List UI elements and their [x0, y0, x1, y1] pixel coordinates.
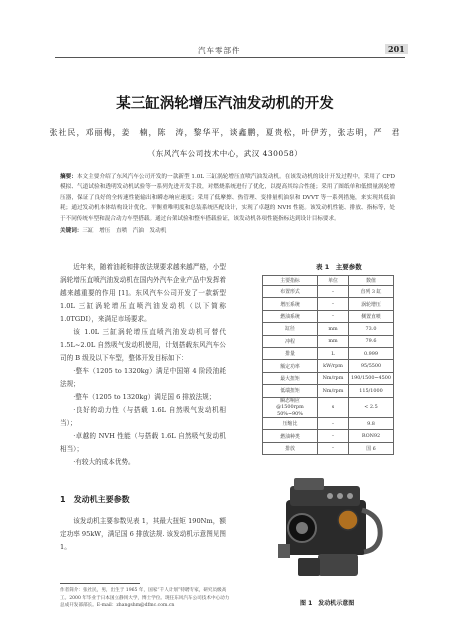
section-heading: 1 发动机主要参数: [60, 495, 130, 504]
table-row: [263, 385, 394, 397]
intro-bullet: ·整车（1205 to 1320kg）满足中国第 4 阶段油耗法规；: [60, 367, 226, 388]
table-cell: –: [318, 286, 349, 298]
table-row: [263, 286, 394, 298]
table-cell: RON92: [349, 430, 394, 442]
table-cell: mm: [318, 323, 349, 335]
table-row: [263, 372, 394, 384]
table-cell: < 2.5: [349, 397, 394, 418]
parameter-table: [262, 275, 394, 455]
table-header-cell: 单位: [318, 276, 349, 286]
table-cell: 73.0: [349, 323, 394, 335]
table-cell: 国 6: [349, 442, 394, 454]
intro-bullet: ·有较大的成本优势。: [73, 458, 135, 466]
table-cell: mm: [318, 335, 349, 347]
intro-column: [60, 261, 226, 469]
table-cell: s: [318, 397, 349, 418]
table-header-cell: 数值: [349, 276, 394, 286]
table-cell: 压缩比: [263, 418, 318, 430]
table-cell: 79.6: [349, 335, 394, 347]
page-number: 201: [385, 44, 408, 54]
keywords: [60, 226, 395, 234]
table-cell: 9.8: [349, 418, 394, 430]
table-cell: 190/1500~4500: [349, 372, 394, 384]
footnote-rule: [60, 583, 140, 584]
table-row: [263, 442, 394, 454]
intro-bullet: ·良好的动力性（与搭载 1.6L 自然吸气发动机相当）；: [60, 406, 226, 427]
keywords-text: 三缸 增压 直喷 汽油 发动机: [82, 228, 167, 234]
table-caption: 表 1 主要参数: [316, 263, 362, 271]
intro-paragraph: 近年来，随着油耗和排放法规要求越来越严格，小型涡轮增压直喷汽油发动机在国内外汽车企业产品中发挥着越来越重要的作用 [1]。东风汽车公司开发了一款新型 1.0L 三缸涡轮增压直喷汽油发动机（以下简称 1.0TGDI），来满足市场要求。: [60, 263, 226, 323]
table-cell: 排量: [263, 347, 318, 359]
table-cell: 燃油种类: [263, 430, 318, 442]
intro-bullet: ·整车（1205 to 1320kg）满足国 6 排放法规；: [73, 393, 216, 401]
paper-title: 某三缸涡轮增压汽油发动机的开发: [116, 96, 334, 112]
table-cell: 直列 3 缸: [349, 286, 394, 298]
author-list: 张社民，邓丽梅，姜 楠，陈 涛，黎华平，谈鑫鹏，夏贵松，叶伊芳，张志明，严 君: [49, 128, 401, 137]
abstract: [60, 172, 395, 224]
table-header-row: [263, 276, 394, 286]
table-cell: 额定功率: [263, 360, 318, 372]
table-cell: Nm/rpm: [318, 372, 349, 384]
table-row: [263, 335, 394, 347]
table-cell: L: [318, 347, 349, 359]
table-cell: kW/rpm: [318, 360, 349, 372]
running-header: 汽车零部件: [198, 46, 241, 55]
author-footnote: 作者简介：张社民，男，出生于 1965 年，国家“千人计划”特聘专家，研究员级高工。2000 年毕业于日本国立静冈大学，博士学位。现任东风汽车公司技术中心动力总成开发部部长。E-mail：zhangshm@dfmc.com.cn: [60, 588, 230, 608]
table-cell: –: [318, 430, 349, 442]
table-cell: 增压系统: [263, 298, 318, 310]
table-cell: –: [318, 442, 349, 454]
table-cell: 冲程: [263, 335, 318, 347]
keywords-label: 关键词：: [60, 228, 83, 234]
table-cell: –: [318, 298, 349, 310]
table-row: [263, 310, 394, 322]
table-cell: 最大扭矩: [263, 372, 318, 384]
table-cell: 低端扭矩: [263, 385, 318, 397]
table-row: [263, 430, 394, 442]
table-cell: –: [318, 418, 349, 430]
table-cell: 燃油系统: [263, 310, 318, 322]
table-row: [263, 418, 394, 430]
table-cell: 95/5500: [349, 360, 394, 372]
table-cell: 排放: [263, 442, 318, 454]
table-cell: –: [318, 310, 349, 322]
table-cell: 115/1000: [349, 385, 394, 397]
intro-bullet: ·卓越的 NVH 性能（与搭载 1.6L 自然吸气发动机相当）；: [60, 432, 226, 453]
table-cell: 瞬态响应 @1500rpm 50%~90%: [263, 397, 318, 418]
engine-figure: [258, 470, 398, 592]
table-row: [263, 298, 394, 310]
figure-caption: 图 1 发动机示意图: [300, 600, 355, 607]
table-cell: 布置形式: [263, 286, 318, 298]
table-cell: 0.999: [349, 347, 394, 359]
abstract-label: 摘要：: [60, 174, 77, 180]
abstract-text: 本文主要介绍了东风汽车公司开发的一款新型 1.0L 三缸涡轮增压直喷汽油发动机。在该发动机的设计开发过程中，采用了 CFD 模拟、气道试验和透明发动机试验等一系列先进开发手段，对燃烧系统进行了优化，以提高其综合性能；采用了图纸单和低惯量涡轮增压器，保证了良好的全转速性能输出和瞬态响应速度；采用了低摩擦、热管理、变排量机油泵和 DVVT 等一系列措施，来实现其低油耗；通过发动机本体结构设计优化、平衡重唯明度和总装系统匹配设计，实现了卓越的 NVH 性能。该发动机性能、排放、指标等，处于不同传统车型和混合动力车型搭载。通过台架试验和整车搭载验证，该发动机各项性能指标达到设计目标要求。: [60, 174, 395, 222]
table-cell: 缸径: [263, 323, 318, 335]
table-row: [263, 347, 394, 359]
table-row: [263, 397, 394, 418]
intro-paragraph: 该 1.0L 三缸涡轮增压直喷汽油发动机可替代 1.5L~2.0L 自然吸气发动机使用，计划搭载东风汽车公司的 B 级及以下车型，整体开发目标如下：: [60, 328, 226, 362]
header-rule: [55, 57, 405, 58]
section-body: 该发动机主要参数见表 1，其最大扭矩 190Nm，额定功率 95kW，满足国 6 排放法规. 该发动机示意图见图 1。: [60, 517, 226, 551]
table-header-cell: 主要指标: [263, 276, 318, 286]
affiliation: （东风汽车公司技术中心，武汉 430058）: [147, 149, 303, 158]
table-row: [263, 323, 394, 335]
table-cell: 涡轮增压: [349, 298, 394, 310]
table-cell: 侧置直喷: [349, 310, 394, 322]
table-cell: Nm/rpm: [318, 385, 349, 397]
table-row: [263, 360, 394, 372]
